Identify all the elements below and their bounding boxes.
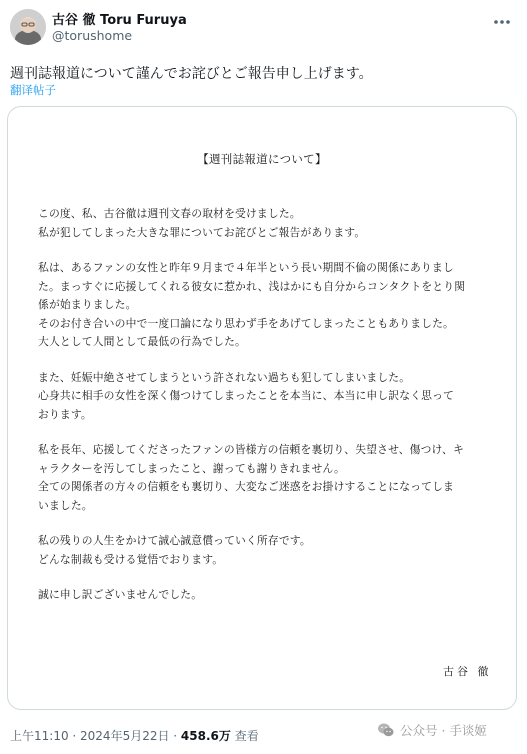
tweet-meta [10, 727, 259, 744]
document-line: いました。 [38, 498, 93, 512]
display-name[interactable]: 古谷 徹 Toru Furuya [52, 13, 187, 28]
tweet-image-card[interactable] [7, 106, 517, 710]
document-line: ャラクターを汚してしまったこと、謝っても謝りきれません。 [38, 461, 345, 475]
views-label: 查看 [230, 729, 259, 743]
document-line: 係が始まりました。 [38, 298, 137, 311]
document-line: 全ての関係者の方々の信頼をも裏切り、大変なご迷惑をお掛けすることになってしま [38, 480, 454, 493]
document-paragraph [38, 369, 500, 425]
document-line: おります。 [38, 407, 92, 421]
document-line: 私の残りの人生をかけて誠心誠意償っていく所存です。 [38, 534, 311, 547]
more-options-button[interactable] [490, 12, 514, 32]
document-line: 私を長年、応援してくださったファンの皆様方の信頼を裏切り、失望させ、傷つけ、キ [38, 443, 464, 456]
document-line: 心身共に相手の女性を深く傷つけてしまったことを本当に、本当に申し訳なく思って [38, 389, 454, 402]
avatar-photo-icon [10, 9, 46, 45]
wechat-icon [377, 721, 395, 739]
tweet-timestamp[interactable]: 上午11:10 · 2024年5月22日 · [10, 729, 181, 743]
document-line: 私は、あるファンの女性と昨年９月まで４年半という長い期間不倫の関係にありまし [38, 261, 454, 274]
document-line: 私が犯してしまった大きな罪についてお詫びとご報告があります。 [38, 225, 366, 239]
document-body [38, 205, 500, 622]
document-paragraph [38, 441, 500, 515]
more-options-icon [490, 12, 514, 32]
document-paragraph [38, 259, 500, 352]
document-line: この度、私、古谷徹は週刊文春の取材を受けました。 [38, 207, 301, 220]
document-line: そのお付き合いの中で一度口論になり思わず手をあげてしまったこともありました。 [38, 316, 454, 330]
translate-post-link[interactable]: 翻译帖子 [10, 83, 56, 97]
tweet-text: 週刊誌報道について謹んでお詫びとご報告申し上げます。 [10, 66, 373, 82]
document-paragraph [38, 532, 500, 569]
document-line: た。まっすぐに応援してくれる彼女に惹かれ、浅はかにも自分からコンタクトをとり関 [38, 279, 466, 293]
watermark [377, 721, 487, 739]
document-line: 誠に申し訳ございませんでした。 [38, 588, 203, 601]
document-line: また、妊娠中絶させてしまうという許されない過ちも犯してしまいました。 [38, 370, 411, 384]
watermark-text: 公众号 · 手谈姬 [400, 723, 487, 738]
tweet-header [0, 0, 527, 58]
document-title: 【週刊誌報道について】 [197, 152, 327, 166]
document-signature: 古谷 徹 [443, 665, 492, 678]
user-avatar[interactable] [10, 9, 46, 45]
document-paragraph [38, 586, 500, 605]
document-paragraph [38, 205, 500, 242]
views-count: 458.6万 [180, 729, 231, 743]
user-handle[interactable]: @torushome [52, 28, 133, 43]
document-line: どんな制裁も受ける覚悟でおります。 [38, 552, 224, 566]
document-line: 大人として人間として最低の行為でした。 [38, 335, 246, 348]
